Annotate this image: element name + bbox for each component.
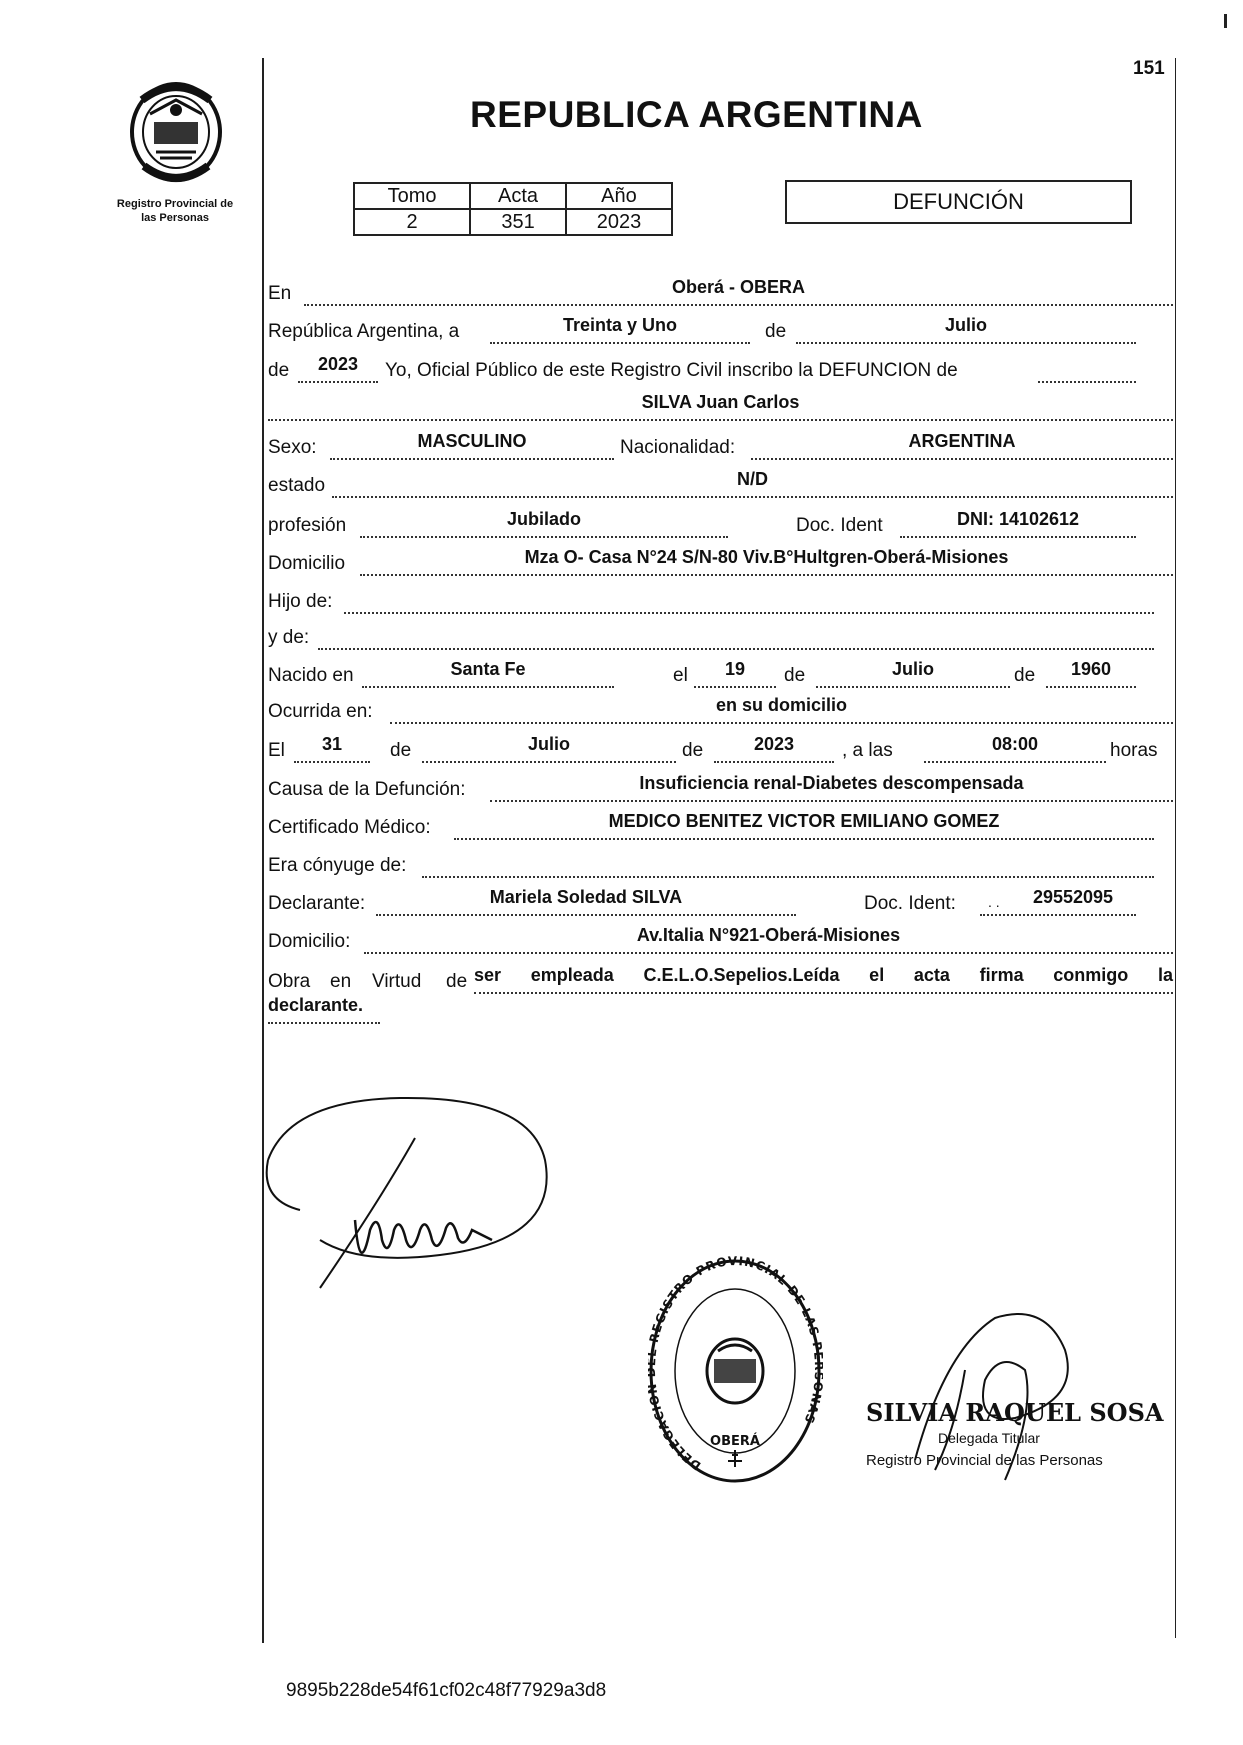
row-domicilio	[268, 548, 1173, 578]
value-nacido-dia: 19	[724, 659, 746, 679]
value-dia-letras: Treinta y Uno	[562, 315, 678, 335]
field-ocurrida	[390, 694, 1173, 724]
label-de: de	[268, 360, 290, 381]
record-type-box	[785, 180, 1132, 224]
label-nacido-en: Nacido en	[268, 665, 354, 686]
record-header: Acta	[470, 183, 566, 209]
field-causa	[490, 772, 1173, 802]
record-value: 2	[354, 209, 470, 235]
value-nacionalidad: ARGENTINA	[908, 431, 1016, 451]
value-sexo: MASCULINO	[417, 431, 527, 451]
value-certificado: MEDICO BENITEZ VICTOR EMILIANO GOMEZ	[608, 811, 1000, 831]
value-estado: N/D	[737, 469, 768, 489]
value-anio: 2023	[317, 354, 359, 374]
field-def-hora	[924, 733, 1106, 763]
field-conyuge	[422, 848, 1154, 878]
row-ocurrida	[268, 696, 1173, 726]
right-margin-rule	[1175, 58, 1176, 1638]
row-fecha-defuncion	[268, 735, 1173, 765]
row-sexo	[268, 432, 1173, 462]
row-conyuge	[268, 850, 1173, 880]
logo-caption-line1: Registro Provincial de	[116, 198, 234, 210]
record-type-label: DEFUNCIÓN	[893, 189, 1024, 214]
label-declarante: Declarante:	[268, 893, 366, 914]
field-nacido-dia	[694, 658, 776, 688]
row-y-de	[268, 622, 1173, 652]
label-profesion: profesión	[268, 515, 347, 536]
field-declarante	[376, 886, 796, 916]
page-number: 151	[1133, 58, 1165, 79]
field-def-dia	[294, 733, 370, 763]
row-estado	[268, 470, 1173, 500]
field-profesion	[360, 508, 728, 538]
value-domicilio: Mza O- Casa N°24 S/N-80 Viv.B°Hultgren-Oberá-Misiones	[524, 547, 1009, 567]
record-header: Año	[566, 183, 672, 209]
value-ocurrida: en su domicilio	[715, 695, 848, 715]
field-y-de	[318, 620, 1154, 650]
row-declarante	[268, 888, 1173, 918]
label-sexo: Sexo:	[268, 437, 317, 458]
row-nacido	[268, 660, 1173, 690]
label-doc-ident-declarante: Doc. Ident:	[864, 893, 956, 914]
value-def-mes: Julio	[527, 734, 570, 754]
label-de: de	[1014, 665, 1036, 686]
field-nacido-lugar	[362, 658, 614, 688]
field-estado	[332, 468, 1173, 498]
official-name: SILVIA RAQUEL SOSA	[866, 1398, 1164, 1427]
official-role: Delegada Titular	[938, 1430, 1040, 1446]
record-table	[353, 182, 673, 236]
field-def-mes	[422, 733, 676, 763]
field-documento	[900, 508, 1136, 538]
value-causa: Insuficiencia renal-Diabetes descompensada	[639, 773, 1024, 793]
label-ocurrida-en: Ocurrida en:	[268, 701, 373, 722]
label-a-las: , a las	[842, 740, 893, 761]
row-anio	[268, 355, 1173, 385]
field-lugar	[304, 276, 1173, 306]
label-en: En	[268, 283, 292, 304]
record-value: 2023	[566, 209, 672, 235]
value-documento: DNI: 14102612	[956, 509, 1080, 529]
province-logo	[120, 70, 232, 190]
official-stamp	[648, 1255, 823, 1487]
row-domicilio-declarante	[268, 926, 1173, 956]
label-de: de	[390, 740, 412, 761]
label-republica: República Argentina, a	[268, 321, 460, 342]
field-hijo-de	[344, 584, 1154, 614]
field-nacido-anio	[1046, 658, 1136, 688]
value-def-dia: 31	[321, 734, 343, 754]
field-def-anio	[714, 733, 834, 763]
label-nacionalidad: Nacionalidad:	[620, 437, 736, 458]
field-nacionalidad	[751, 430, 1173, 460]
value-profesion: Jubilado	[506, 509, 581, 529]
label-domicilio: Domicilio	[268, 553, 346, 574]
label-y-de: y de:	[268, 627, 310, 648]
value-nacido-mes: Julio	[891, 659, 934, 679]
value-mes: Julio	[944, 315, 987, 335]
field-nacido-mes	[816, 658, 1010, 688]
row-profesion	[268, 510, 1173, 540]
value-obra-line2: declarante.	[268, 995, 364, 1015]
field-declarante-domicilio	[364, 924, 1173, 954]
label-el: el	[673, 665, 688, 686]
field-obra-line2	[268, 994, 380, 1024]
record-value: 351	[470, 209, 566, 235]
label-hijo-de: Hijo de:	[268, 591, 333, 612]
value-nombre: SILVA Juan Carlos	[641, 392, 800, 412]
field-anio	[298, 353, 378, 383]
value-def-anio: 2023	[753, 734, 795, 754]
label-obra-de: de	[446, 971, 468, 992]
label-conyuge: Era cónyuge de:	[268, 855, 407, 876]
label-de: de	[765, 321, 787, 342]
row-certificado	[268, 812, 1173, 842]
label-causa: Causa de la Defunción:	[268, 779, 466, 800]
corner-mark	[1224, 14, 1227, 28]
logo-caption-line2: las Personas	[141, 212, 209, 224]
value-lugar: Oberá - OBERA	[671, 277, 806, 297]
field-domicilio	[360, 546, 1173, 576]
page-title: REPUBLICA ARGENTINA	[470, 94, 923, 135]
field-mes	[796, 314, 1136, 344]
value-declarante-domicilio: Av.Italia N°921-Oberá-Misiones	[636, 925, 901, 945]
document-hash: 9895b228de54f61cf02c48f77929a3d8	[286, 1680, 607, 1701]
field-dia-letras	[490, 314, 750, 344]
label-obra-virtud: Virtud	[372, 971, 422, 992]
stamp-bottom-text: OBERÁ	[710, 1434, 760, 1449]
field-certificado	[454, 810, 1154, 840]
stamp-ring-text: DELEGACIO REGISTRO PROVINCIAL DE LAS NAS	[648, 1255, 823, 1473]
label-de: de	[682, 740, 704, 761]
declarante-signature	[260, 1090, 580, 1300]
value-obra-line1: ser empleada C.E.L.O.Sepelios.Leída el acta firma conmigo la	[474, 965, 1173, 985]
left-margin-rule	[262, 58, 264, 1643]
row-lugar	[268, 278, 1173, 308]
field-blank	[1038, 353, 1136, 383]
value-declarante-doc-prefix: . .	[988, 894, 1000, 910]
row-causa	[268, 774, 1173, 804]
label-certificado: Certificado Médico:	[268, 817, 431, 838]
row-obra	[268, 966, 1173, 996]
value-declarante: Mariela Soledad SILVA	[489, 887, 683, 907]
field-declarante-doc	[980, 886, 1136, 916]
label-doc-ident: Doc. Ident	[796, 515, 883, 536]
label-de: de	[784, 665, 806, 686]
value-nacido-lugar: Santa Fe	[450, 659, 526, 679]
value-def-hora: 08:00	[991, 734, 1039, 754]
row-nombre	[268, 393, 1173, 423]
official-office: Registro Provincial de las Personas	[866, 1452, 1103, 1469]
row-fecha-acta	[268, 316, 1173, 346]
value-declarante-doc: 29552095	[1032, 887, 1114, 907]
row-hijo-de	[268, 586, 1173, 616]
field-obra-line1	[474, 964, 1173, 994]
label-el: El	[268, 740, 285, 761]
row-obra-2	[268, 996, 1173, 1026]
label-yo-oficial: Yo, Oficial Público de este Registro Civil inscribo la DEFUNCION de	[385, 360, 958, 381]
label-horas: horas	[1110, 740, 1158, 761]
record-header: Tomo	[354, 183, 470, 209]
value-nacido-anio: 1960	[1070, 659, 1112, 679]
field-nombre	[268, 391, 1173, 421]
label-obra-en: en	[330, 971, 352, 992]
label-obra: Obra	[268, 971, 311, 992]
label-domicilio-declarante: Domicilio:	[268, 931, 351, 952]
field-sexo	[330, 430, 614, 460]
label-estado: estado	[268, 475, 326, 496]
